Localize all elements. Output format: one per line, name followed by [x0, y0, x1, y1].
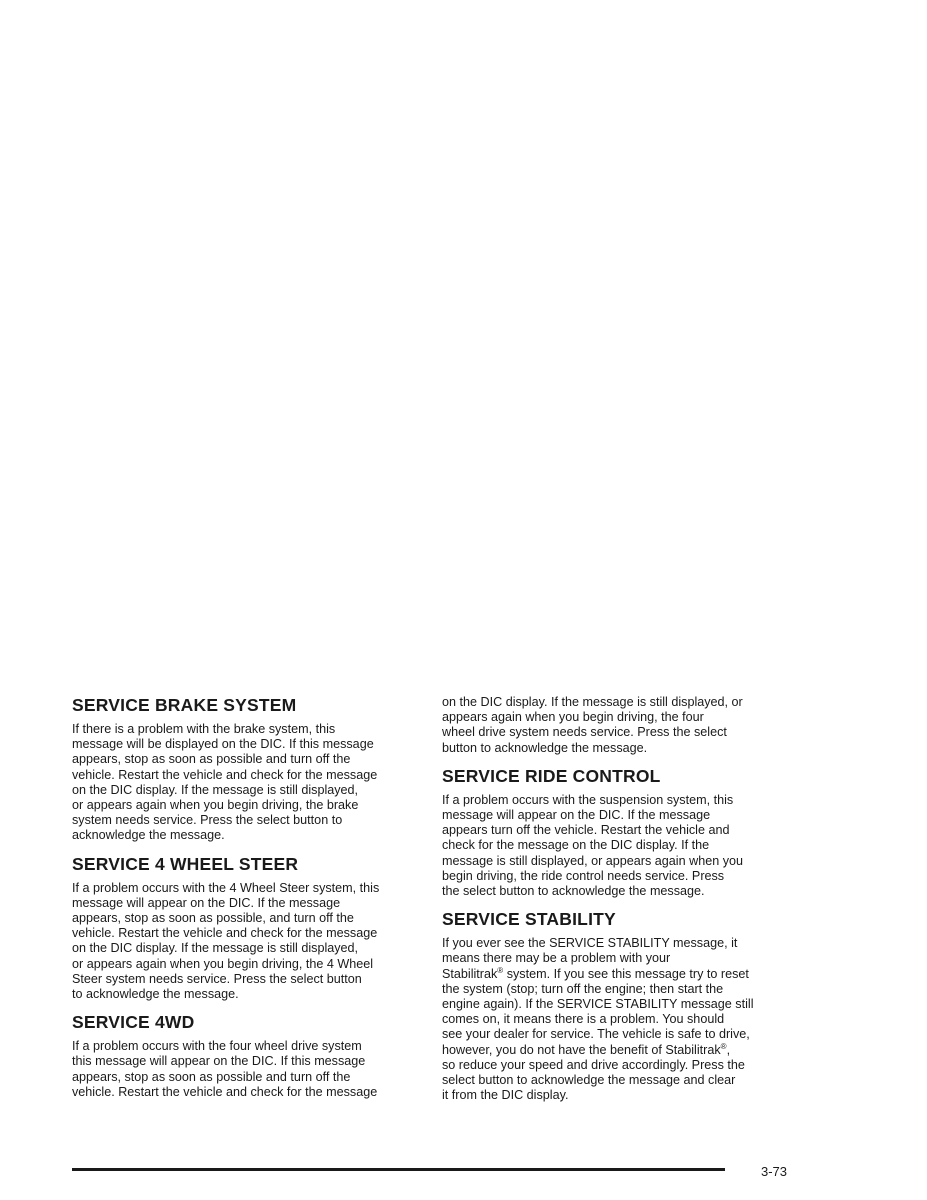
paragraph-service-4-wheel-steer [72, 881, 417, 1003]
text-line: If you ever see the SERVICE STABILITY message, it [442, 936, 738, 951]
paragraph-service-stability [442, 936, 792, 1103]
text-line: appears again when you begin driving, the four [442, 710, 704, 725]
text-line: appears, stop as soon as possible and turn off the [72, 752, 351, 767]
paragraph-service-brake-system [72, 722, 417, 844]
text-line: comes on, it means there is a problem. You should [442, 1012, 725, 1027]
text-line: or appears again when you begin driving, the brake [72, 798, 359, 813]
text-line: message will appear on the DIC. If the message [442, 808, 711, 823]
paragraph-service-ride-control [442, 793, 792, 899]
text-line: the select button to acknowledge the message. [442, 884, 705, 899]
text-line: If a problem occurs with the 4 Wheel Steer system, this [72, 880, 380, 895]
text-line: this message will appear on the DIC. If this message [72, 1054, 366, 1069]
text-line: appears turn off the vehicle. Restart the vehicle and [442, 823, 730, 838]
text-line: button to acknowledge the message. [442, 740, 648, 755]
heading-service-brake-system: SERVICE BRAKE SYSTEM [72, 695, 297, 715]
heading-service-stability: SERVICE STABILITY [442, 909, 616, 930]
text-line [442, 1043, 792, 1058]
text-stabilitrak: Stabilitrak [442, 966, 498, 981]
text-line: message will appear on the DIC. If the message [72, 895, 341, 910]
text-line: check for the message on the DIC display. If the [442, 838, 710, 853]
text-line: engine again). If the SERVICE STABILITY message still [442, 997, 754, 1012]
text-line: it from the DIC display. [442, 1088, 569, 1103]
text-line: see your dealer for service. The vehicle is safe to drive, [442, 1027, 750, 1042]
text-line: or appears again when you begin driving, the 4 Wheel [72, 956, 374, 971]
text-line: message will be displayed on the DIC. If this message [72, 737, 374, 752]
registered-mark: ® [720, 1041, 727, 1051]
heading-service-4wd: SERVICE 4WD [72, 1012, 195, 1033]
text-line: vehicle. Restart the vehicle and check for the message [72, 1084, 378, 1099]
text-line: message is still displayed, or appears again when you [442, 853, 744, 868]
heading-service-ride-control: SERVICE RIDE CONTROL [442, 765, 661, 786]
text-fragment: system. If you see this message try to reset [503, 966, 749, 981]
text-line: If a problem occurs with the suspension system, this [442, 792, 734, 807]
text-line: means there may be a problem with your [442, 951, 671, 966]
text-line: so reduce your speed and drive accordingly. Press the [442, 1057, 745, 1072]
registered-mark: ® [497, 965, 504, 975]
text-line: on the DIC display. If the message is still displayed, [72, 941, 359, 956]
text-line: begin driving, the ride control needs service. Press [442, 868, 725, 883]
paragraph-service-4wd-continued [442, 695, 792, 756]
right-column [442, 695, 792, 1112]
text-line: to acknowledge the message. [72, 987, 239, 1002]
text-line: system needs service. Press the select button to [72, 813, 343, 828]
text-line: acknowledge the message. [72, 828, 225, 843]
paragraph-service-4wd [72, 1039, 417, 1100]
text-line: the system (stop; turn off the engine; then start the [442, 981, 724, 996]
text-line: on the DIC display. If the message is still displayed, [72, 782, 359, 797]
text-line: vehicle. Restart the vehicle and check for the message [72, 767, 378, 782]
text-fragment: , [726, 1042, 731, 1057]
text-line: appears, stop as soon as possible, and turn off the [72, 911, 354, 926]
text-line: appears, stop as soon as possible and turn off the [72, 1069, 351, 1084]
left-column [72, 694, 417, 1109]
text-line: vehicle. Restart the vehicle and check for the message [72, 926, 378, 941]
text-fragment: however, you do not have the benefit of Stabilitrak [442, 1042, 721, 1057]
footer-rule [72, 1168, 725, 1171]
text-line [442, 967, 792, 982]
text-line: Steer system needs service. Press the select button [72, 971, 362, 986]
text-line: wheel drive system needs service. Press the select [442, 725, 727, 740]
text-line: If a problem occurs with the four wheel drive system [72, 1039, 362, 1054]
text-line: If there is a problem with the brake system, this [72, 722, 336, 736]
text-line: on the DIC display. If the message is still displayed, or [442, 695, 743, 709]
page-number: 3-73 [761, 1164, 788, 1179]
heading-service-4-wheel-steer: SERVICE 4 WHEEL STEER [72, 853, 299, 874]
text-line: select button to acknowledge the message and clear [442, 1073, 736, 1088]
